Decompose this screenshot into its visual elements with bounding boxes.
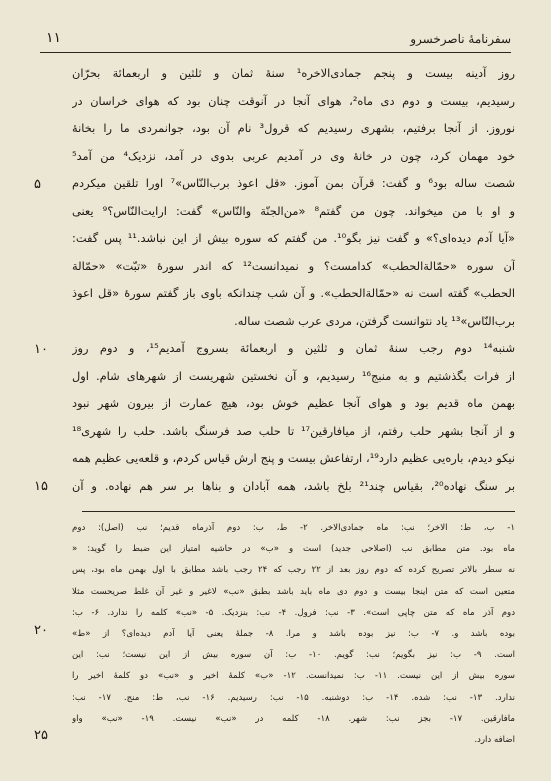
text-line: برب‌النّاس»¹³ یاد نتوانست گرفتن، مردی عرب شصت ساله.: [234, 313, 515, 328]
footnote-line: متعین است که متن اینجا بیست و دوم دی ماه باید باشد بطبق «نب» لاغیر و غیر آن غلط صریحست مثلا: [72, 586, 515, 597]
text-line: شنبه¹⁴ دوم رجب سنهٔ ثمان و ثلثین و اربعمائة بسروج آمدیم¹⁵، و دوم روز: [72, 341, 515, 355]
text-line: خود مهمان کرد، چون در خانهٔ وی در آمدیم عربی بدوی در آمد، نزدیک⁴ من آمد⁵: [72, 148, 515, 163]
footnotes: [72, 518, 515, 751]
page-header: [40, 28, 511, 50]
text-line: از فرات بگذشتیم و به منبج¹⁶ رسیدیم، و آن نخستین شهریست از شهرهای شام. اول: [72, 368, 515, 383]
text-line: «آیا آدم دیده‌ای؟» و گفت نیز بگو¹⁰. من گفتم که سوره بیش از این نباشد.¹¹ پس گفت:: [72, 231, 515, 245]
footnote-line: سوره بیش از این نیست. ۱۱- ب: نمیدانست. ۱۲- «ب» کلمهٔ اخیر و «نب» دو کلمهٔ اخیر را: [72, 671, 515, 682]
line-number: ۲۰: [34, 623, 48, 638]
text-line: بر سنگ نهاده²⁰، بقیاس چند²¹ بلخ باشد، همه آبادان و بناها بر سر هم نهاده. و آن: [72, 478, 515, 493]
text-line: نوروز. از آنجا برفتیم، بشهری رسیدیم که قرول³ نام آن بود، جوانمردی ما را بخانهٔ: [72, 121, 515, 135]
text-line: بهمن ماه قدیم بود و هوای آنجا عظیم خوش بود، هیچ عمارت از بیرون شهر نبود: [72, 396, 515, 410]
running-title: سفرنامهٔ ناصرخسرو: [410, 32, 511, 46]
text-line: روز آدینه بیست و پنجم جمادی‌الاخره¹ سنهٔ ثمان و ثلثین و اربعمائة بحرّان: [72, 66, 515, 80]
main-text: [72, 60, 515, 500]
text-line: رسیدیم، بیست و دوم دی ماه²، هوای آنجا در آنوقت چنان بود که هوای خراسان در: [72, 93, 515, 108]
text-line: آن سوره «حمّالة‌الحطب» کدامست؟ و نمیدانست¹² که اندر سورهٔ «تبّت» «حمّالة‌: [72, 258, 515, 273]
footnote-line: است. ۹- ب: نیز بگویم؛ نب: گویم. ۱۰- ب: آن سوره بیش از این نیست؛ نب: این: [72, 650, 515, 661]
text-line: شصت ساله بود⁶ و گفت: قرآن بمن آموز. «قل اعوذ برب‌النّاس»⁷ اورا تلقین میکردم: [72, 176, 515, 190]
line-number: ۵: [34, 177, 41, 192]
footnote-rule: [82, 511, 515, 512]
footnote-line: اضافه دارد.: [474, 734, 515, 745]
header-rule: [40, 52, 511, 53]
footnote-line: نه سطر بالاتر تصریح کرده که دوم روز بعد از ۲۲ رجب که ۲۴ رجب باشد مطابق با اول بهمن ماه بود، پس: [72, 565, 515, 576]
footnote-line: ندارد. ۱۳- نب: شده. ۱۴- ب: دوشنبه. ۱۵- نب: رسیدیم. ۱۶- نب، ط: منج. ۱۷- نب:: [72, 692, 515, 703]
footnote-line: بوده باشد و. ۷- ب: نیز بوده باشد و مرا. ۸- جملهٔ یعنی آیا آدم دیده‌ای؟ از «ط»: [72, 628, 515, 639]
page-number: ۱۱: [46, 30, 62, 46]
line-number: ۱۰: [34, 342, 48, 357]
text-line: نیکو دیدم، باره‌یی عظیم دارد¹⁹، ارتفاعش بیست و پنج ارش قیاس کردم، و قلعه‌یی عظیم همه: [72, 451, 515, 465]
text-line: الحطب» گفته است نه «حمّالة‌الحطب». و آن شب چندانکه باوی باز گفتم سورهٔ «قل اعوذ: [72, 286, 515, 300]
text-line: و از آنجا بشهر حلب رفتم، از میافارقین¹⁷ تا حلب صد فرسنگ باشد. حلب را شهری¹⁸: [72, 423, 515, 438]
footnote-line: دوم آذر ماه که متن چاپی است». ۳- نب: فرول. ۴- نب: بنزدیک. ۵- «نب» کلمه را ندارد. ۶- ب:: [72, 607, 515, 618]
line-number: ۱۵: [34, 479, 48, 494]
footnote-line: ماه بود. متن مطابق نب (اصلاحی جدید) است و «ب» در حاشیه امتیاز این ضبط را گوید: «: [72, 544, 515, 555]
footnote-line: مافارقین. ۱۷- بجز نب: شهر. ۱۸- کلمه در «نب» نیست. ۱۹- «نب» واو: [72, 713, 515, 724]
line-number: ۲۵: [34, 728, 48, 743]
footnote-line: ۱- ب، ط: الاخر؛ نب: ماه جمادی‌الاخر. ۲- ط، ب: دوم آذرماه قدیم؛ نب (اصل): دوم: [72, 523, 515, 533]
text-line: و او با من میخواند. چون من گفتم⁸ «من‌الجنّة والنّاس» گفت: ارایت‌النّاس؟⁹ یعنی: [72, 203, 515, 218]
